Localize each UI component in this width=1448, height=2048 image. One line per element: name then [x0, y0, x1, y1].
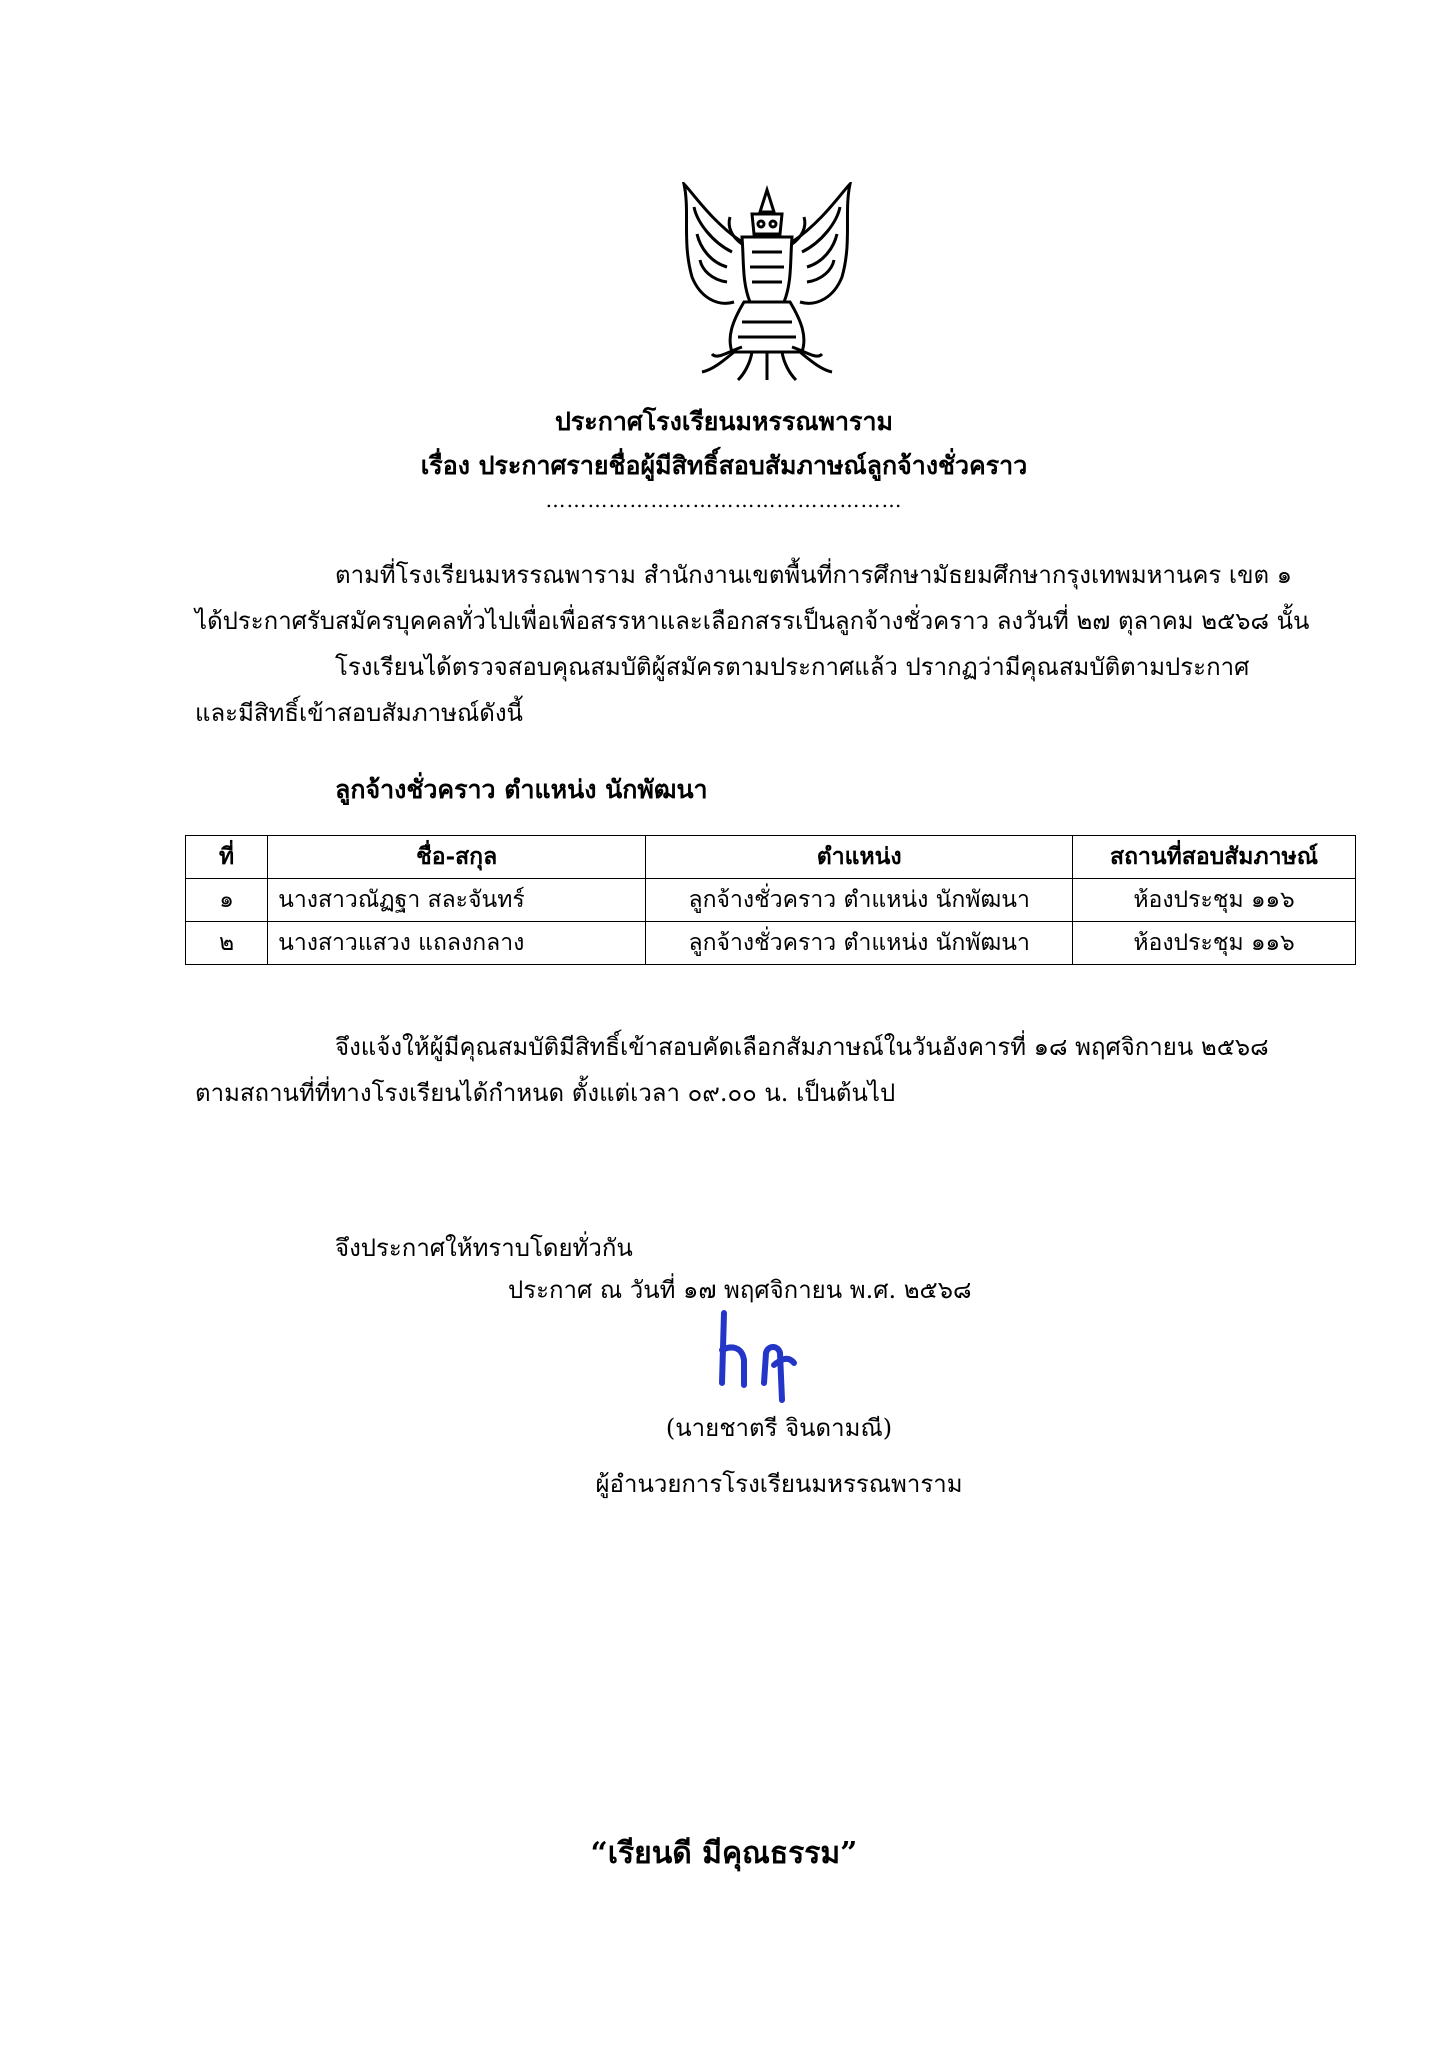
- intro-line-1: ตามที่โรงเรียนมหรรณพาราม สำนักงานเขตพื้นที่การศึกษามัธยมศึกษากรุงเทพมหานคร เขต ๑: [335, 561, 1292, 589]
- signer-title: ผู้อำนวยการโรงเรียนมหรรณพาราม: [595, 1470, 963, 1498]
- notice-paragraph: [195, 1024, 1355, 1116]
- document-title: ประกาศโรงเรียนมหรรณพาราม: [554, 407, 893, 436]
- closing-statement: จึงประกาศให้ทราบโดยทั่วกัน: [335, 1234, 633, 1262]
- garuda-emblem-icon: [672, 182, 862, 382]
- table-row: [186, 879, 1356, 922]
- school-motto: “เรียนดี มีคุณธรรม”: [590, 1836, 858, 1871]
- row-number: ๑: [186, 879, 268, 922]
- notice-line-2: ตามสถานที่ที่ทางโรงเรียนได้กำหนด ตั้งแต่เวลา ๐๙.๐๐ น. เป็นต้นไป: [195, 1079, 896, 1107]
- signer-name: (นายชาตรี จินดามณี): [665, 1414, 893, 1442]
- table-row: [186, 922, 1356, 965]
- intro-line-2: ได้ประกาศรับสมัครบุคคลทั่วไปเพื่อเพื่อสรรหาและเลือกสรรเป็นลูกจ้างชั่วคราว ลงวันที่ ๒๗ ตุลาคม ๒๕๖๘ นั้น: [195, 607, 1310, 635]
- row-name: นางสาวแสวง แถลงกลาง: [268, 922, 646, 965]
- handwritten-signature: [702, 1305, 812, 1405]
- row-name: นางสาวณัฏฐา สละจันทร์: [268, 879, 646, 922]
- candidate-table: [185, 835, 1356, 965]
- intro-paragraph: [195, 552, 1355, 644]
- header-number: ที่: [186, 836, 268, 879]
- separator-dots: ……………………………………………: [545, 488, 903, 512]
- row-number: ๒: [186, 922, 268, 965]
- notice-line-1: จึงแจ้งให้ผู้มีคุณสมบัติมีสิทธิ์เข้าสอบคัดเลือกสัมภาษณ์ในวันอังคารที่ ๑๘ พฤศจิกายน ๒๕๖๘: [335, 1033, 1269, 1061]
- qualification-line-2: และมีสิทธิ์เข้าสอบสัมภาษณ์ดังนี้: [195, 699, 523, 727]
- row-position: ลูกจ้างชั่วคราว ตำแหน่ง นักพัฒนา: [646, 879, 1073, 922]
- header-position: ตำแหน่ง: [646, 836, 1073, 879]
- table-header-row: [186, 836, 1356, 879]
- qualification-line-1: โรงเรียนได้ตรวจสอบคุณสมบัติผู้สมัครตามประกาศแล้ว ปรากฏว่ามีคุณสมบัติตามประกาศ: [335, 653, 1250, 681]
- section-heading: ลูกจ้างชั่วคราว ตำแหน่ง นักพัฒนา: [335, 775, 708, 804]
- row-location: ห้องประชุม ๑๑๖: [1073, 922, 1356, 965]
- header-interview-location: สถานที่สอบสัมภาษณ์: [1073, 836, 1356, 879]
- row-position: ลูกจ้างชั่วคราว ตำแหน่ง นักพัฒนา: [646, 922, 1073, 965]
- announcement-date: ประกาศ ณ วันที่ ๑๗ พฤศจิกายน พ.ศ. ๒๕๖๘: [508, 1276, 972, 1304]
- document-subject: เรื่อง ประกาศรายชื่อผู้มีสิทธิ์สอบสัมภาษณ์ลูกจ้างชั่วคราว: [420, 451, 1028, 480]
- qualification-paragraph: [195, 644, 1355, 736]
- header-name: ชื่อ-สกุล: [268, 836, 646, 879]
- row-location: ห้องประชุม ๑๑๖: [1073, 879, 1356, 922]
